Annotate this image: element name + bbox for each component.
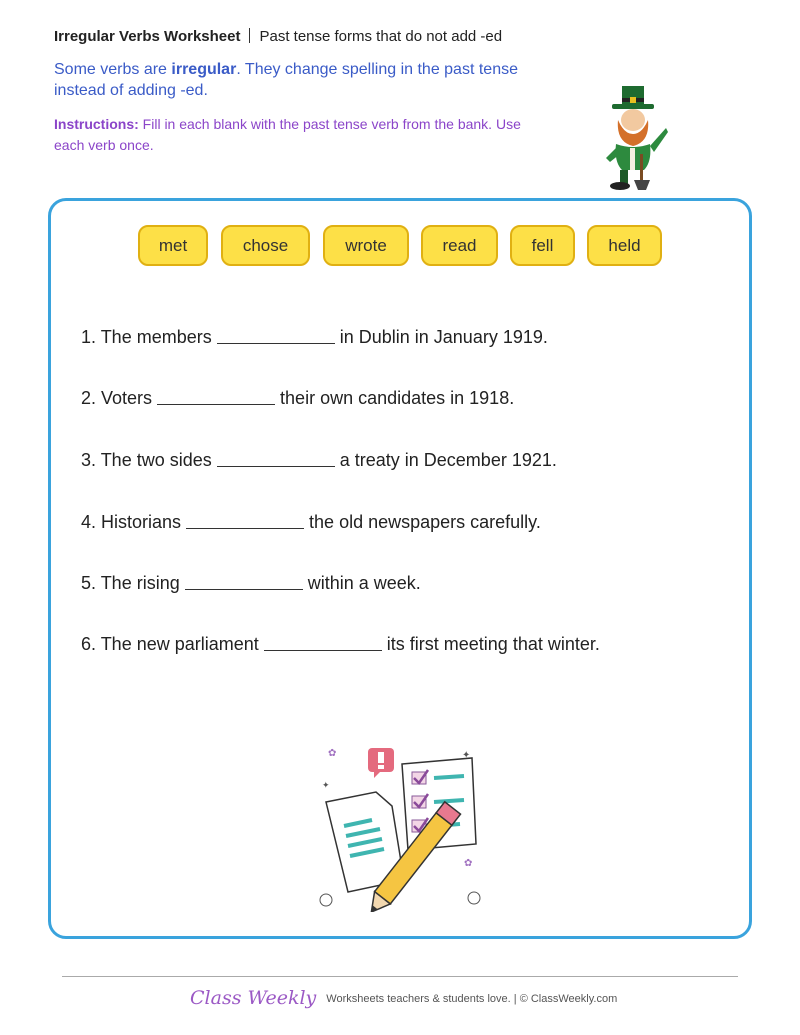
question-5 [81, 573, 421, 594]
answer-blank[interactable] [217, 453, 335, 467]
worksheet-title: Irregular Verbs Worksheet [54, 28, 241, 45]
header-divider [249, 28, 250, 43]
intro-before: Some verbs are [54, 61, 172, 78]
question-text-after: within a week. [307, 573, 421, 593]
question-text-after: their own candidates in 1918. [280, 388, 515, 408]
instructions [54, 114, 524, 156]
answer-blank[interactable] [157, 391, 275, 405]
word-bank-chip: fell [510, 225, 575, 266]
intro-after: . They change spelling in the past tense instead of adding -ed. [54, 61, 518, 99]
question-text-after: its first meeting that winter. [386, 634, 600, 654]
worksheet-subtitle: Past tense forms that do not add -ed [259, 28, 503, 45]
word-bank-chip: chose [221, 225, 310, 266]
footer [190, 987, 617, 1009]
question-text-before: 1. The members [81, 327, 212, 347]
worksheet-header [54, 28, 502, 45]
question-3 [81, 450, 557, 471]
word-bank-chip: held [587, 225, 662, 266]
question-text-after: a treaty in December 1921. [339, 450, 557, 470]
answer-blank[interactable] [185, 576, 303, 590]
word-bank-chip: wrote [323, 225, 409, 266]
leprechaun-illustration [596, 84, 672, 192]
question-text-before: 4. Historians [81, 512, 182, 532]
question-4 [81, 512, 541, 533]
intro-text [54, 59, 574, 101]
word-bank-chip: met [138, 225, 208, 266]
question-text-after: the old newspapers carefully. [309, 512, 541, 532]
footer-tagline: Worksheets teachers & students love. | © ClassWeekly.com [326, 993, 618, 1005]
svg-text:✦: ✦ [322, 780, 330, 790]
question-text-before: 3. The two sides [81, 450, 212, 470]
answer-blank[interactable] [186, 515, 304, 529]
answer-blank[interactable] [217, 330, 335, 344]
svg-text:✿: ✿ [464, 858, 473, 869]
brand-logo: Class Weekly [190, 987, 317, 1009]
question-2 [81, 388, 514, 409]
instructions-label: Instructions: [54, 116, 139, 132]
question-6 [81, 634, 600, 655]
instructions-text: Fill in each blank with the past tense verb from the bank. Use each verb once. [54, 116, 521, 153]
svg-text:✿: ✿ [328, 748, 337, 759]
question-text-before: 6. The new parliament [81, 634, 259, 654]
question-text-before: 2. Voters [81, 388, 153, 408]
intro-emphasis: irregular [171, 61, 237, 78]
question-text-before: 5. The rising [81, 573, 180, 593]
question-text-after: in Dublin in January 1919. [339, 327, 548, 347]
checklist-pencil-illustration [314, 740, 490, 912]
svg-text:✦: ✦ [462, 750, 471, 761]
answer-blank[interactable] [264, 637, 382, 651]
footer-divider [62, 976, 738, 977]
word-bank-chip: read [421, 225, 498, 266]
question-1 [81, 327, 548, 348]
